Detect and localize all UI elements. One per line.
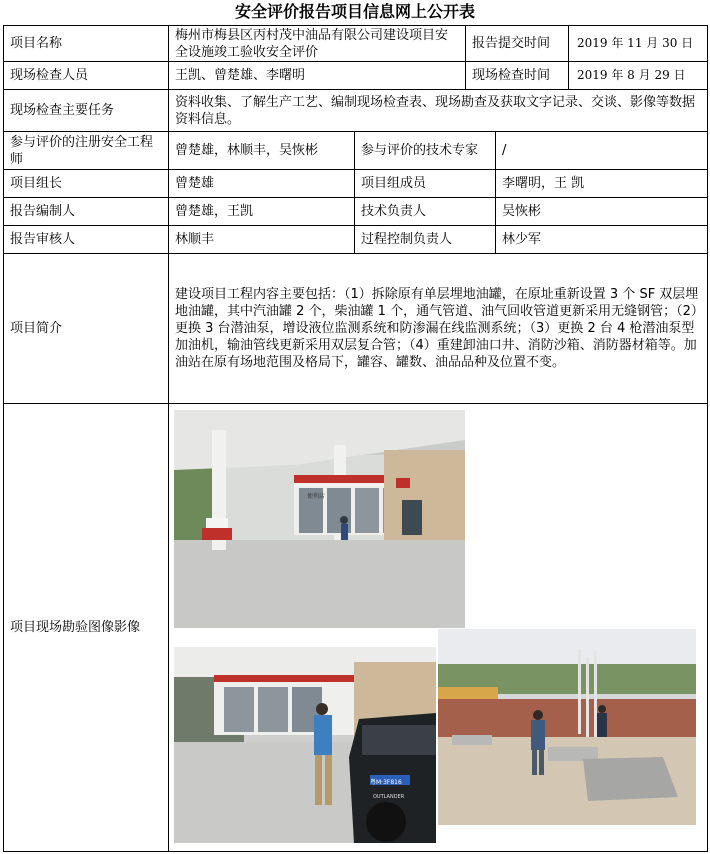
report-author-label: 报告编制人 [4, 198, 169, 226]
tech-lead-value: 吴恢彬 [496, 198, 708, 226]
safety-engineer-value: 曾楚雄，林顺丰，吴恢彬 [169, 132, 355, 170]
tech-expert-label: 参与评价的技术专家 [355, 132, 496, 170]
submit-time-label: 报告提交时间 [466, 26, 569, 61]
inspectors-value: 王凯、曾楚雄、李曙明 [169, 62, 466, 90]
car-model-text: OUTLANDER [373, 794, 405, 800]
team-member-label: 项目组成员 [355, 170, 496, 198]
main-task-value: 资料收集、了解生产工艺、编制现场检查表、现场勘查及获取文字记录、交谈、影像等数据资料信息。 [169, 90, 708, 132]
submit-time-value: 2019 年 11 月 30 日 [577, 36, 694, 50]
project-name-label: 项目名称 [4, 26, 169, 62]
site-photos-cell [169, 404, 708, 852]
tech-lead-label: 技术负责人 [355, 198, 496, 226]
process-control-value: 林少军 [496, 226, 708, 254]
check-time-cell [466, 62, 708, 90]
site-photo-tank-area [438, 629, 696, 825]
report-reviewer-value: 林顺丰 [169, 226, 355, 254]
report-author-value: 曾楚雄，王凯 [169, 198, 355, 226]
site-photo-car-person [174, 647, 436, 843]
safety-engineer-label: 参与评价的注册安全工程师 [4, 132, 169, 170]
tech-expert-value: / [496, 132, 708, 170]
team-leader-value: 曾楚雄 [169, 170, 355, 198]
check-time-label: 现场检查时间 [466, 62, 569, 89]
site-photos-label: 项目现场勘验图像影像 [4, 404, 169, 852]
page-title: 安全评价报告项目信息网上公开表 [234, 2, 475, 21]
info-table-main [3, 25, 708, 852]
project-name-value: 梅州市梅县区丙村茂中油品有限公司建设项目安全设施竣工验收安全评价 [169, 26, 466, 62]
site-photo-station-front [174, 410, 465, 628]
project-summary-label: 项目简介 [4, 254, 169, 404]
team-leader-label: 项目组长 [4, 170, 169, 198]
main-task-label: 现场检查主要任务 [4, 90, 169, 132]
check-time-value: 2019 年 8 月 29 日 [577, 68, 686, 82]
submit-time-cell [466, 26, 708, 62]
photo-sign-label: 便利店 [307, 493, 326, 500]
project-summary-value: 建设项目工程内容主要包括：（1）拆除原有单层埋地油罐，在原址重新设置 3 个 SF 双层埋地油罐，其中汽油罐 2 个，柴油罐 1 个，通气管道、油气回收管道更新采用无缝钢管；（2）更换 3 台潜油泵，增设液位监测系统和防渗漏在线监测系统；（3）更换 2 台 4 枪潜油泵型加油机，输油管线更新采用双层复合管；（4）重建卸油口井、消防沙箱、消防器材箱等。加油站在原有场地范围及格局下，罐容、罐数、油品品种及位置不变。 [169, 254, 708, 404]
report-reviewer-label: 报告审核人 [4, 226, 169, 254]
team-member-value: 李曙明，王 凯 [496, 170, 708, 198]
car-plate-text: 粤M·3F816 [370, 779, 402, 786]
inspectors-label: 现场检查人员 [4, 62, 169, 90]
process-control-label: 过程控制负责人 [355, 226, 496, 254]
